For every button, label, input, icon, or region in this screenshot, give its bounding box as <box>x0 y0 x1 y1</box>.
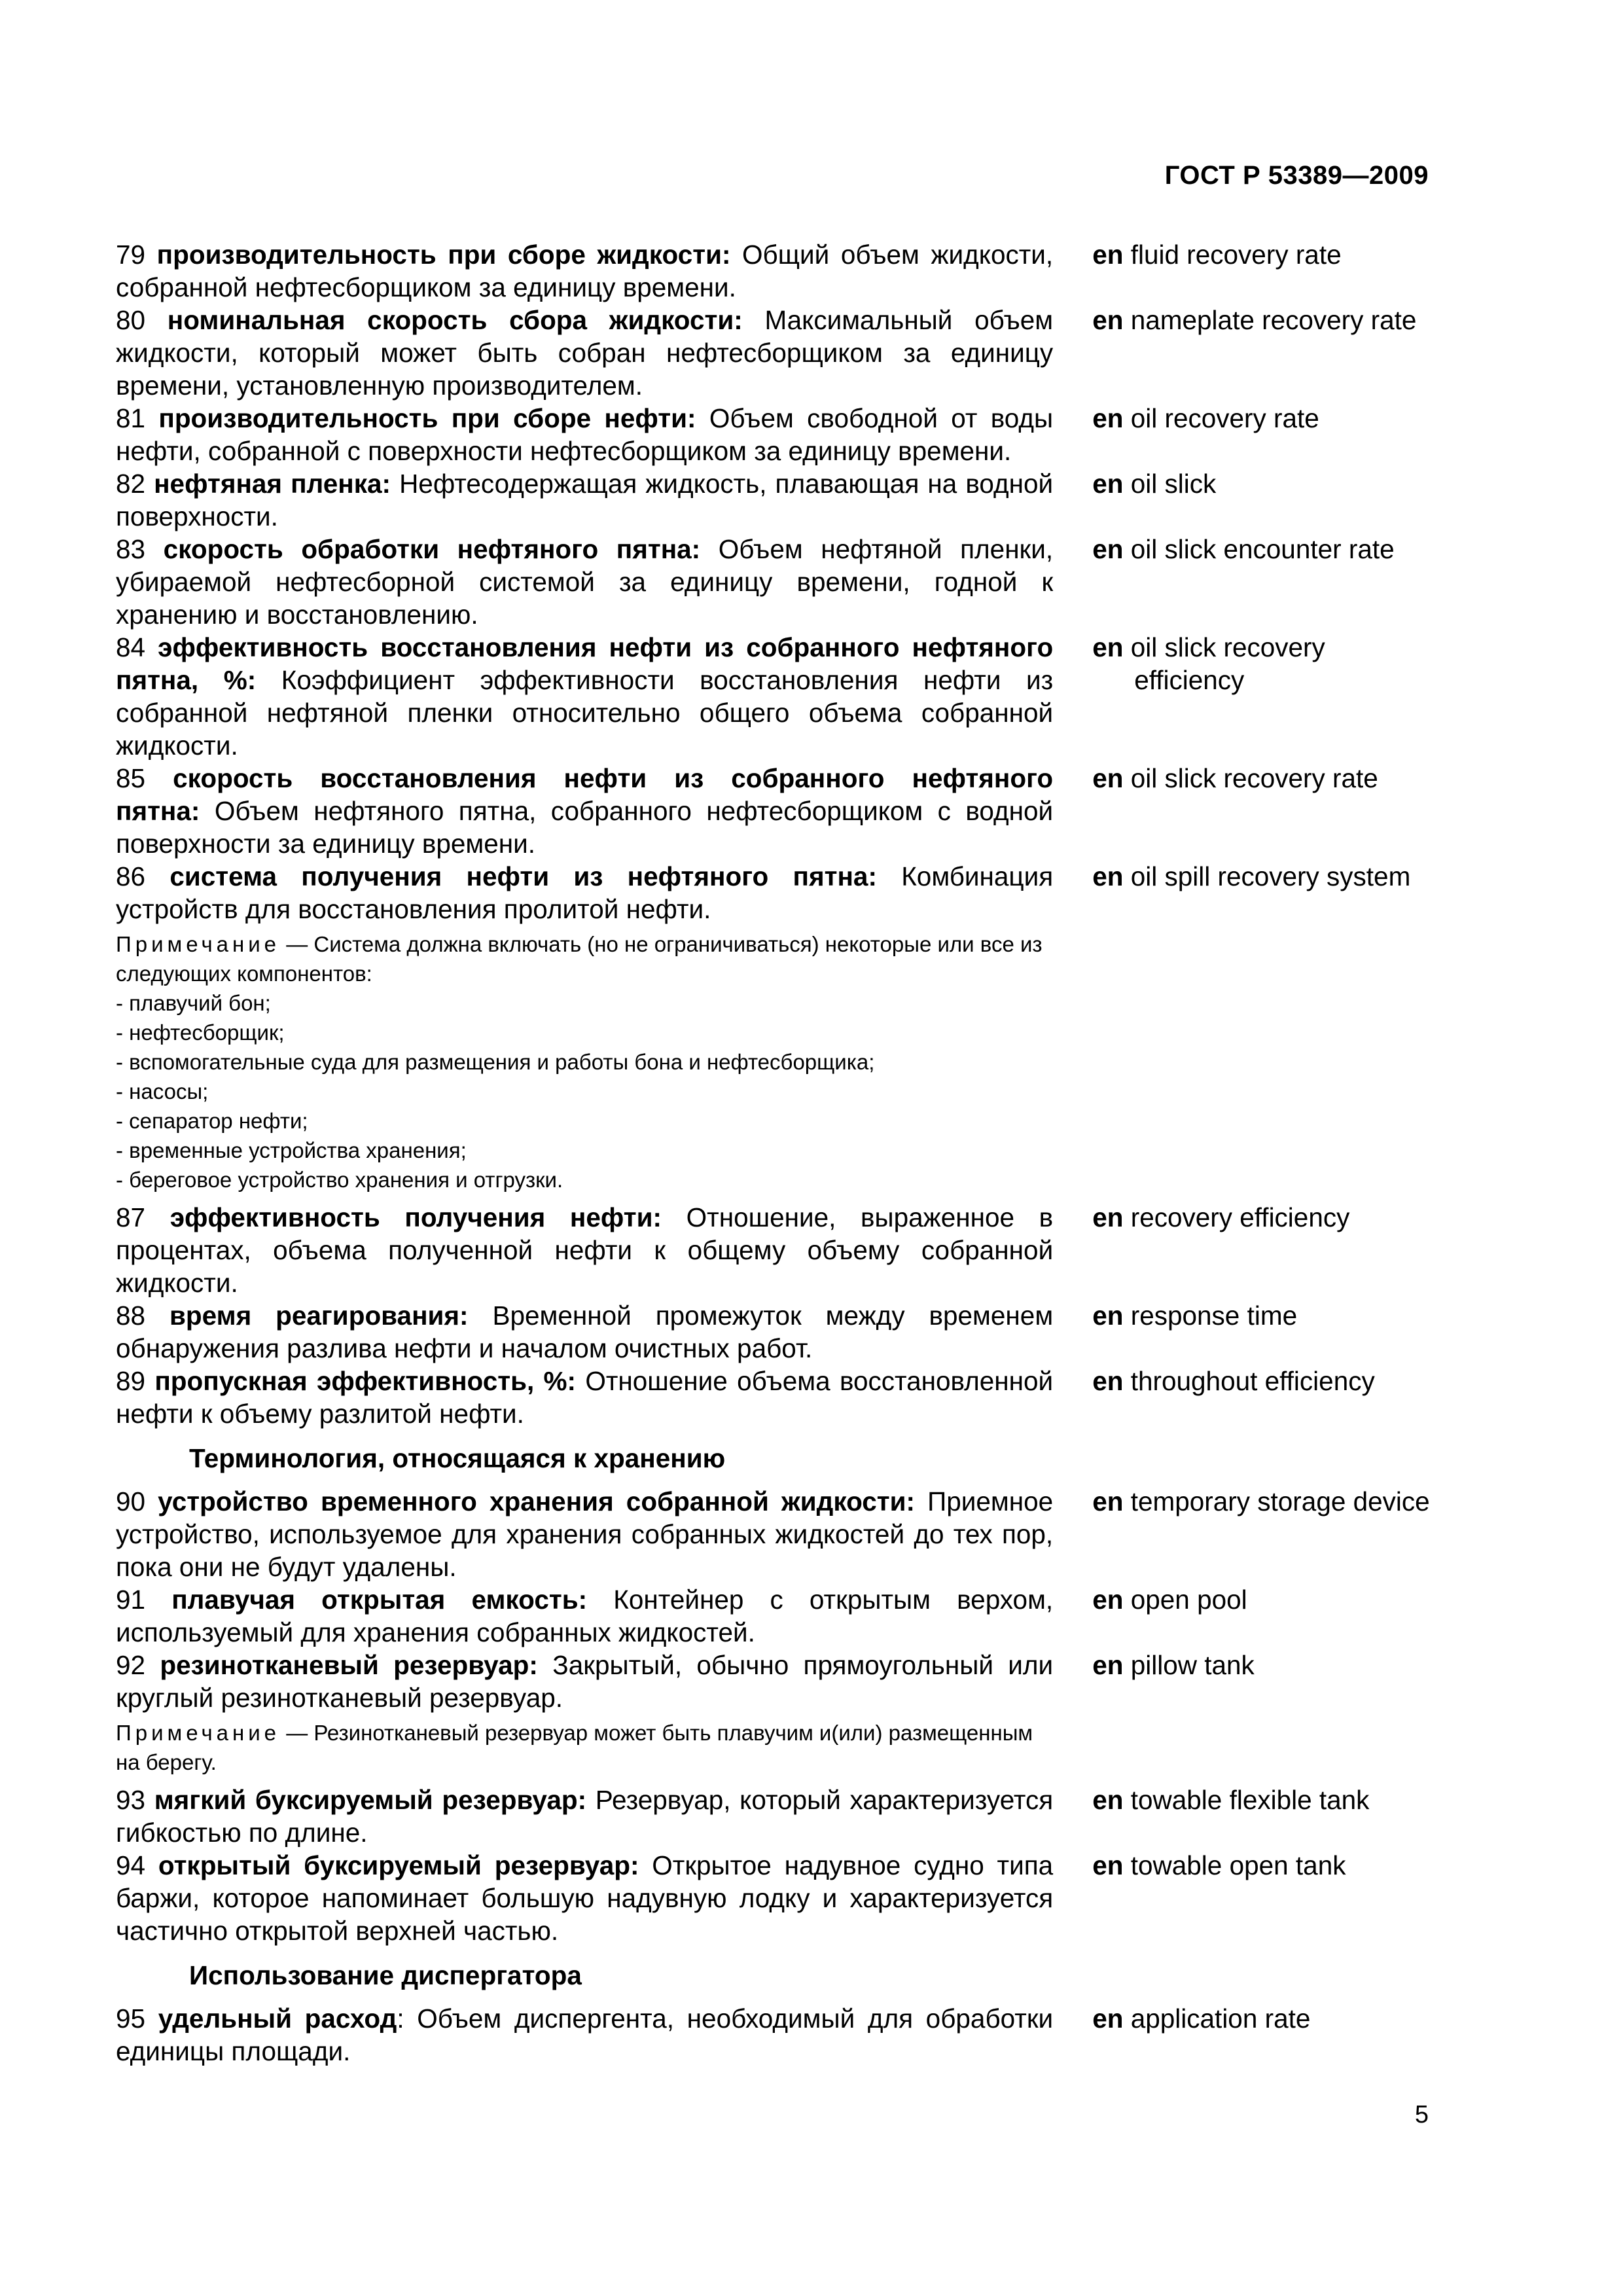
term-number: 90 <box>116 1486 146 1516</box>
term-name: пропускная эффективность, %: <box>154 1366 577 1396</box>
english-term: oil spill recovery system <box>1130 861 1411 891</box>
english-equivalent <box>1092 467 1444 533</box>
term-name: открытый буксируемый резервуар: <box>158 1850 639 1880</box>
term-text <box>116 1849 1053 1947</box>
english-equivalent <box>1092 1849 1444 1947</box>
term-definition: Нефтесодержащая жидкость, плавающая на водной поверхности. <box>116 469 1054 531</box>
english-term: nameplate recovery rate <box>1130 305 1417 335</box>
term-definition: Резервуар, который характеризуется гибкостью по длине. <box>116 1785 1054 1848</box>
term-name: нефтяная пленка: <box>154 469 391 499</box>
page-number: 5 <box>1414 2101 1429 2128</box>
language-tag: en <box>1092 1300 1124 1331</box>
english-equivalent <box>1092 860 1444 925</box>
term-entry <box>116 762 1444 860</box>
term-text <box>116 762 1053 860</box>
english-term: towable flexible tank <box>1130 1785 1370 1815</box>
term-definition: : Объем диспергента, необходимый для обработки единицы площади. <box>116 2003 1054 2066</box>
english-term: recovery efficiency <box>1130 1202 1350 1232</box>
note-text: — Система должна включать (но не ограничиваться) некоторые или все из следующих компонентов: <box>116 932 1043 986</box>
entry-group-b <box>116 1201 1444 1430</box>
term-name: система получения нефти из нефтяного пятна: <box>169 861 877 891</box>
term-definition: Контейнер с открытым верхом, используемый для хранения собранных жидкостей. <box>116 1585 1054 1647</box>
term-entry <box>116 1485 1444 1583</box>
term-definition: Временной промежуток между временем обнаружения разлива нефти и началом очистных работ. <box>116 1300 1054 1363</box>
english-equivalent <box>1092 1485 1444 1583</box>
term-number: 95 <box>116 2003 146 2034</box>
language-tag: en <box>1092 632 1124 662</box>
term-name: время реагирования: <box>169 1300 469 1331</box>
term-entry <box>116 1365 1444 1430</box>
term-number: 92 <box>116 1650 146 1680</box>
term-definition: Максимальный объем жидкости, который может быть собран нефтесборщиком за единицу времени, установленную производителем. <box>116 305 1054 401</box>
note-list-item: - насосы; <box>116 1079 209 1103</box>
term-definition: Приемное устройство, используемое для хранения собранных жидкостей до тех пор, пока они не будут удалены. <box>116 1486 1054 1582</box>
term-text <box>116 1583 1053 1649</box>
term-name: номинальная скорость сбора жидкости: <box>167 305 743 335</box>
term-definition: Объем нефтяного пятна, собранного нефтесборщиком с водной поверхности за единицу времени. <box>116 796 1054 859</box>
term-definition: Открытое надувное судно типа баржи, которое напоминает большую надувную лодку и характеризуется частично открытой верхней частью. <box>116 1850 1054 1946</box>
term-number: 81 <box>116 403 146 433</box>
note-block <box>116 1718 1057 1777</box>
term-name: резинотканевый резервуар: <box>160 1650 538 1680</box>
term-entry <box>116 1784 1444 1849</box>
term-name: устройство временного хранения собранной жидкости: <box>158 1486 916 1516</box>
language-tag: en <box>1092 861 1124 891</box>
term-text <box>116 238 1053 304</box>
term-number: 83 <box>116 534 146 564</box>
note-list-item: - береговое устройство хранения и отгрузки. <box>116 1168 563 1192</box>
english-equivalent <box>1092 2002 1444 2068</box>
english-term: response time <box>1130 1300 1298 1331</box>
language-tag: en <box>1092 240 1124 270</box>
term-entry <box>116 467 1444 533</box>
term-text <box>116 533 1053 631</box>
term-text <box>116 860 1053 925</box>
term-text <box>116 631 1053 762</box>
term-number: 84 <box>116 632 146 662</box>
note-text: — Резинотканевый резервуар может быть плавучим и(или) размещенным на берегу. <box>116 1721 1033 1774</box>
note-label: Примечание <box>116 932 281 956</box>
term-number: 94 <box>116 1850 146 1880</box>
english-term: application rate <box>1130 2003 1311 2034</box>
term-number: 89 <box>116 1366 146 1396</box>
term-name: плавучая открытая емкость: <box>171 1585 588 1615</box>
english-equivalent <box>1092 1201 1444 1299</box>
term-name: удельный расход <box>158 2003 397 2034</box>
english-equivalent <box>1092 1649 1444 1714</box>
english-equivalent <box>1092 1784 1444 1849</box>
english-equivalent <box>1092 1365 1444 1430</box>
section-heading-storage: Терминология, относящаяся к хранению <box>189 1443 726 1473</box>
term-entry <box>116 1299 1444 1365</box>
note-list-item: - плавучий бон; <box>116 991 271 1015</box>
language-tag: en <box>1092 763 1124 793</box>
document-standard-header: ГОСТ Р 53389—2009 <box>1164 161 1429 190</box>
term-entry <box>116 1649 1444 1714</box>
english-equivalent <box>1092 402 1444 467</box>
term-name: скорость восстановления нефти из собранного нефтяного пятна: <box>116 763 1054 826</box>
term-number: 82 <box>116 469 146 499</box>
english-term: towable open tank <box>1130 1850 1346 1880</box>
language-tag: en <box>1092 534 1124 564</box>
english-term: oil recovery rate <box>1130 403 1319 433</box>
english-equivalent <box>1092 631 1444 762</box>
term-entry <box>116 631 1444 762</box>
english-term: pillow tank <box>1130 1650 1255 1680</box>
term-definition: Закрытый, обычно прямоугольный или круглый резинотканевый резервуар. <box>116 1650 1054 1713</box>
term-text <box>116 304 1053 402</box>
term-entry <box>116 860 1444 925</box>
term-entry <box>116 1201 1444 1299</box>
page-content <box>116 238 1444 2068</box>
section-heading-dispersant: Использование диспергатора <box>189 1960 582 1990</box>
english-equivalent <box>1092 304 1444 402</box>
language-tag: en <box>1092 1202 1124 1232</box>
english-term: open pool <box>1130 1585 1247 1615</box>
term-text <box>116 1201 1053 1299</box>
note-list-item: - вспомогательные суда для размещения и работы бона и нефтесборщика; <box>116 1050 875 1074</box>
language-tag: en <box>1092 469 1124 499</box>
language-tag: en <box>1092 1366 1124 1396</box>
term-name: скорость обработки нефтяного пятна: <box>163 534 701 564</box>
term-entry <box>116 238 1444 304</box>
language-tag: en <box>1092 1850 1124 1880</box>
term-number: 88 <box>116 1300 146 1331</box>
term-entry <box>116 2002 1444 2068</box>
term-text <box>116 1485 1053 1583</box>
language-tag: en <box>1092 1585 1124 1615</box>
term-text <box>116 1299 1053 1365</box>
term-name: производительность при сборе жидкости: <box>156 240 731 270</box>
term-entry <box>116 304 1444 402</box>
term-number: 91 <box>116 1585 146 1615</box>
term-text <box>116 1365 1053 1430</box>
english-term: throughout efficiency <box>1130 1366 1375 1396</box>
english-term: oil slick recovery rate <box>1130 763 1378 793</box>
entry-group-a <box>116 238 1444 925</box>
entry-group-d <box>116 1784 1444 1947</box>
english-term-continuation: efficiency <box>1134 665 1245 695</box>
language-tag: en <box>1092 403 1124 433</box>
term-definition: Отношение, выраженное в процентах, объема полученной нефти к общему объему собранной жидкости. <box>116 1202 1054 1298</box>
language-tag: en <box>1092 1650 1124 1680</box>
english-equivalent <box>1092 1583 1444 1649</box>
term-definition: Коэффициент эффективности восстановления нефти из собранной нефтяной пленки относительно общего объема собранной жидкости. <box>116 665 1054 761</box>
term-number: 93 <box>116 1785 146 1815</box>
note-list-item: - сепаратор нефти; <box>116 1109 308 1133</box>
english-equivalent <box>1092 238 1444 304</box>
note-block <box>116 929 1057 1194</box>
english-equivalent <box>1092 1299 1444 1365</box>
term-definition: Комбинация устройств для восстановления пролитой нефти. <box>116 861 1054 924</box>
english-term: oil slick encounter rate <box>1130 534 1395 564</box>
term-text <box>116 402 1053 467</box>
entry-group-c <box>116 1485 1444 1714</box>
term-entry <box>116 1583 1444 1649</box>
language-tag: en <box>1092 305 1124 335</box>
term-entry <box>116 1849 1444 1947</box>
term-definition: Объем свободной от воды нефти, собранной с поверхности нефтесборщиком за единицу времени. <box>116 403 1054 466</box>
entry-group-e <box>116 2002 1444 2068</box>
term-number: 85 <box>116 763 146 793</box>
term-text <box>116 1649 1053 1714</box>
english-term: oil slick <box>1130 469 1217 499</box>
term-name: мягкий буксируемый резервуар: <box>154 1785 587 1815</box>
term-entry <box>116 533 1444 631</box>
term-text <box>116 2002 1053 2068</box>
english-term: oil slick recovery <box>1130 632 1325 662</box>
term-number: 86 <box>116 861 146 891</box>
term-definition: Отношение объема восстановленной нефти к объему разлитой нефти. <box>116 1366 1054 1429</box>
term-number: 87 <box>116 1202 146 1232</box>
english-term: temporary storage device <box>1130 1486 1430 1516</box>
english-term: fluid recovery rate <box>1130 240 1342 270</box>
term-definition: Общий объем жидкости, собранной нефтесборщиком за единицу времени. <box>116 240 1054 302</box>
term-text <box>116 1784 1053 1849</box>
note-list-item: - временные устройства хранения; <box>116 1138 467 1162</box>
term-name: эффективность получения нефти: <box>169 1202 662 1232</box>
language-tag: en <box>1092 1785 1124 1815</box>
language-tag: en <box>1092 2003 1124 2034</box>
term-number: 79 <box>116 240 146 270</box>
english-equivalent <box>1092 533 1444 631</box>
english-equivalent <box>1092 762 1444 860</box>
term-text <box>116 467 1053 533</box>
term-definition: Объем нефтяной пленки, убираемой нефтесборной системой за единицу времени, годной к хранению и восстановлению. <box>116 534 1054 630</box>
term-name: эффективность восстановления нефти из собранного нефтяного пятна, %: <box>116 632 1054 695</box>
term-entry <box>116 402 1444 467</box>
note-label: Примечание <box>116 1721 281 1745</box>
language-tag: en <box>1092 1486 1124 1516</box>
note-list-item: - нефтесборщик; <box>116 1020 285 1045</box>
term-number: 80 <box>116 305 146 335</box>
term-name: производительность при сборе нефти: <box>158 403 696 433</box>
